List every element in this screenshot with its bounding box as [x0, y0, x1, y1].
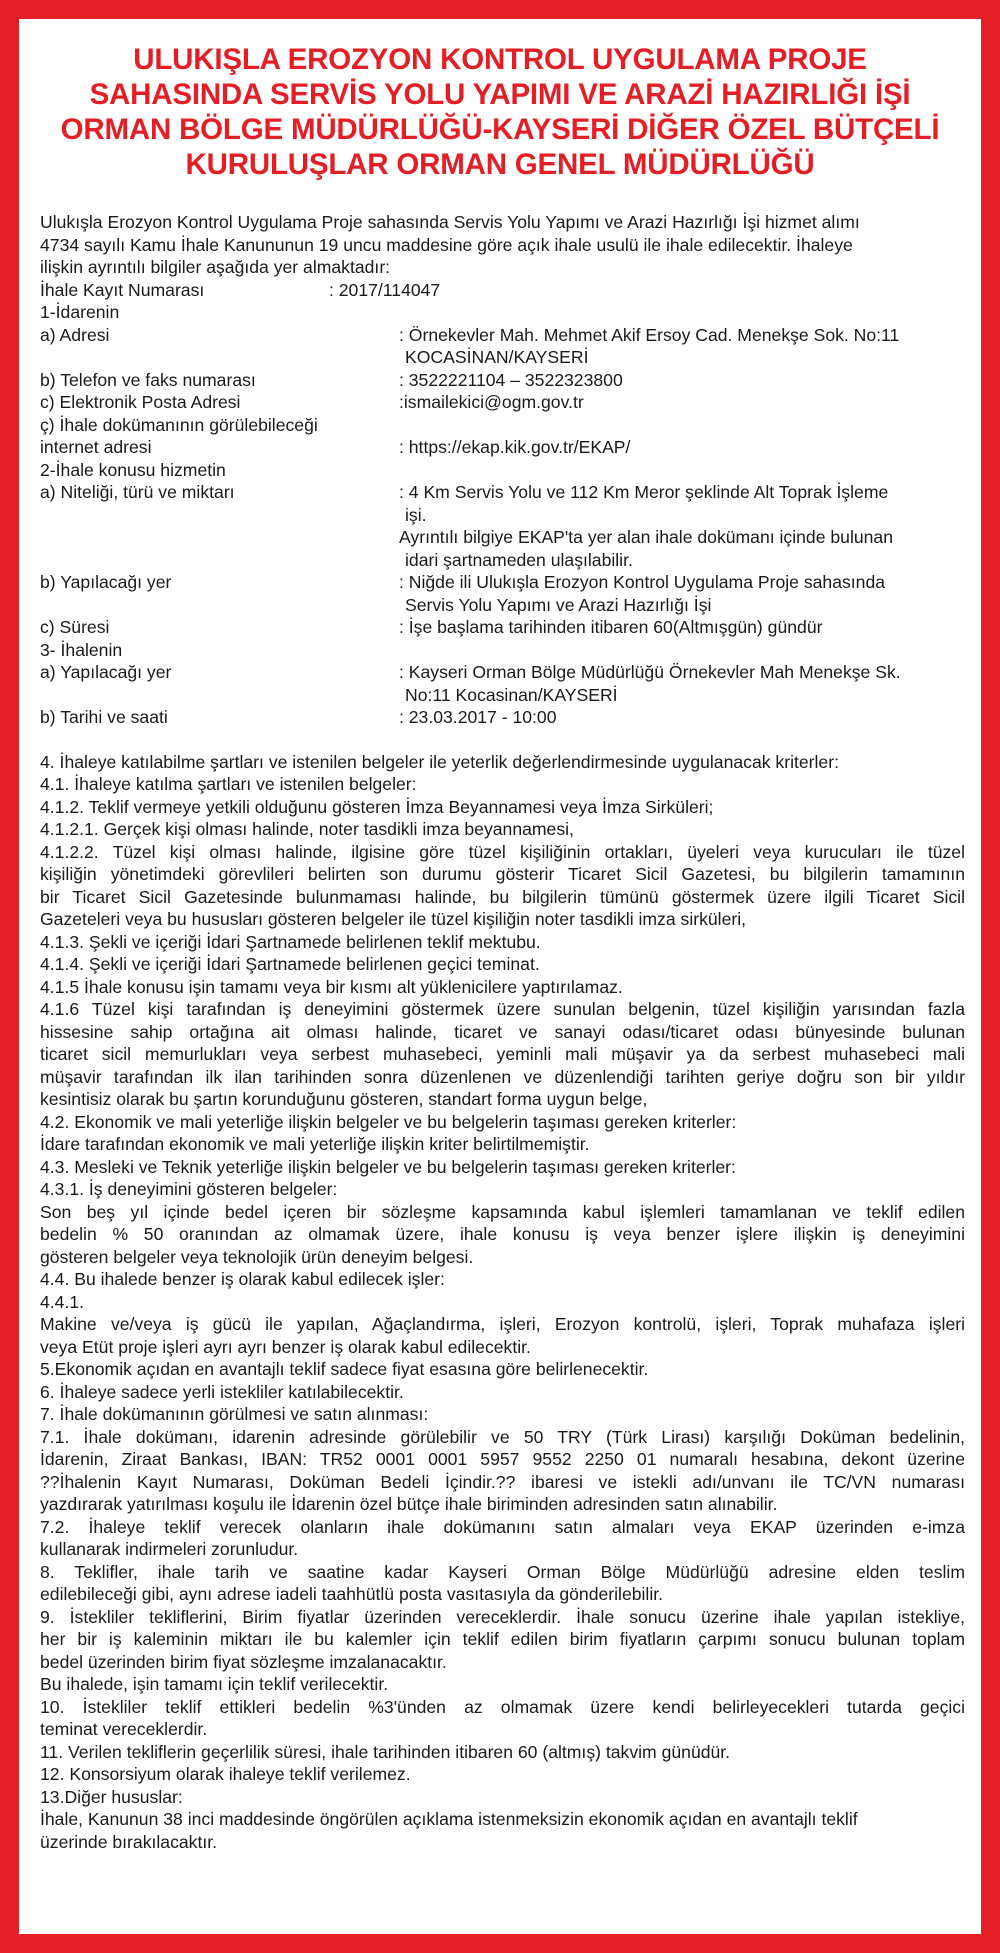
title-line: SAHASINDA SERVİS YOLU YAPIMI VE ARAZİ HAZIRLIĞI İŞİ: [89, 78, 911, 111]
ihale-yer-row-cont: [40, 684, 965, 707]
title-line: ULUKIŞLA EROZYON KONTROL UYGULAMA PROJE: [133, 43, 867, 76]
criteria-line: 4.3.1. İş deneyimini gösteren belgeler:: [40, 1179, 338, 1199]
notice-body: [40, 211, 965, 1853]
eposta-row: [40, 391, 965, 414]
ihale-yer-label: a) Yapılacağı yer: [40, 662, 172, 682]
spacer: [40, 504, 399, 527]
criteria-line: müşavir tarafından ilk ilan tarihinden sonra düzenlenen ve düzenlendiği tarihten geriye doğru son bir yıldır: [40, 1066, 965, 1087]
tarih-label: b) Tarihi ve saati: [40, 707, 168, 727]
spacer: [40, 549, 399, 572]
adres-value-cont: KOCASİNAN/KAYSERİ: [405, 347, 589, 367]
spacer: [40, 526, 399, 549]
criteria-line: ticaret sicil memurlukları veya serbest muhasebeci, yeminli mali müşavir ya da serbest muhasebeci mali: [40, 1044, 965, 1064]
adres-row-cont: [40, 346, 965, 369]
criteria-line: 10. İstekliler teklif ettikleri bedelin %3'ünden az olmamak üzere kendi belirleyecekleri tutarda geçici: [40, 1696, 965, 1717]
criteria-line: 4.4. Bu ihalede benzer iş olarak kabul edilecek işler:: [40, 1269, 445, 1289]
sure-value: : İşe başlama tarihinden itibaren 60(Altmışgün) gündür: [399, 617, 823, 637]
criteria-line: Makine ve/veya iş gücü ile yapılan, Ağaçlandırma, işleri, Erozyon kontrolü, işleri, Toprak muhafaza işleri: [40, 1314, 965, 1334]
criteria-line: 4. İhaleye katılabilme şartları ve istenilen belgeler ile yeterlik değerlendirmesinde uygulanacak kriterler:: [40, 751, 839, 772]
criteria-line: 4.1.2.1. Gerçek kişi olması halinde, noter tasdikli imza beyannamesi,: [40, 819, 574, 839]
adres-row: [40, 324, 965, 347]
criteria-line: kesintisiz olarak bu şartın korunduğunu gösteren, standart forma uygun belge,: [40, 1089, 648, 1109]
nitelik-row: [40, 481, 965, 504]
criteria-line: 7.2. İhaleye teklif verecek olanların ihale dokümanını satın almaları veya EKAP üzerinden e-imza: [40, 1516, 965, 1537]
criteria-line: 4.1. İhaleye katılma şartları ve istenilen belgeler:: [40, 774, 417, 794]
criteria-line: Bu ihalede, işin tamamı için teklif verilecektir.: [40, 1674, 389, 1694]
yer-value-cont: Servis Yolu Yapımı ve Arazi Hazırlığı İşi: [405, 594, 712, 615]
sure-label: c) Süresi: [40, 617, 110, 637]
notice-title: [24, 42, 976, 182]
criteria-line: bedel üzerinden birim fiyat sözleşme imzalanacaktır.: [40, 1651, 447, 1672]
nitelik-row-cont: [40, 526, 965, 549]
eposta-value: :ismailekici@ogm.gov.tr: [399, 392, 584, 412]
yer-value: : Niğde ili Ulukışla Erozyon Kontrol Uygulama Proje sahasında: [399, 572, 886, 592]
criteria-line: 4.1.2.2. Tüzel kişi olması halinde, ilgisine göre tüzel kişiliğinin ortakları, üyeleri veya kurucuları ile tüzel: [40, 841, 965, 862]
criteria-line: yazdırarak yatırılması koşulu ile İdarenin özel bütçe ihale biriminden adresinden satın alınabilir.: [40, 1494, 778, 1514]
intro-line: ilişkin ayrıntılı bilgiler aşağıda yer almaktadır:: [40, 257, 391, 277]
criteria-line: edilebileceği gibi, aynı adrese iadeli taahhütlü posta vasıtasıyla da gönderilebilir.: [40, 1584, 664, 1604]
nitelik-row-cont: [40, 549, 965, 572]
adres-value: : Örnekevler Mah. Mehmet Akif Ersoy Cad. Menekşe Sok. No:11: [399, 324, 900, 345]
criteria-line: İdarenin, Ziraat Bankası, IBAN: TR52 0001 0001 5957 9552 2250 01 numaralı hesabına, dekont üzerine: [40, 1449, 965, 1469]
criteria-line: kullanarak indirmeleri zorunludur.: [40, 1539, 299, 1559]
criteria-line: 7. İhale dokümanının görülmesi ve satın alınması:: [40, 1404, 429, 1424]
criteria-line: İdare tarafından ekonomik ve mali yeterliğe ilişkin kriter belirtilmemiştir.: [40, 1134, 590, 1154]
dokuman-label: ç) İhale dokümanının görülebileceği: [40, 414, 318, 435]
nitelik-value-cont: Ayrıntılı bilgiye EKAP'ta yer alan ihale dokümanı içinde bulunan: [399, 527, 893, 547]
criteria-line: 6. İhaleye sadece yerli istekliler katılabilecektir.: [40, 1381, 404, 1402]
criteria-line: 12. Konsorsiyum olarak ihaleye teklif verilemez.: [40, 1764, 411, 1784]
nitelik-row-cont: [40, 504, 965, 527]
criteria-line: 11. Verilen tekliflerin geçerlilik süresi, ihale tarihinden itibaren 60 (altmış) takvim günüdür.: [40, 1741, 731, 1762]
ihale-yer-row: [40, 661, 965, 684]
nitelik-value-cont: işi.: [405, 504, 427, 525]
criteria-line: 13.Diğer hususlar:: [40, 1786, 183, 1807]
spacer: [40, 594, 399, 617]
criteria-line: İhale, Kanunun 38 inci maddesinde öngörülen açıklama istenmeksizin ekonomik açıdan en avantajlı teklif: [40, 1809, 858, 1829]
criteria-line: 4.4.1.: [40, 1291, 85, 1312]
tarih-row: [40, 706, 965, 729]
criteria-line: Gazeteleri veya bu hususları gösteren belgeler ile tüzel kişiliğin noter tasdikli imza sirküleri,: [40, 909, 747, 929]
criteria-line: 4.1.4. Şekli ve içeriği İdari Şartnamede belirlenen geçici teminat.: [40, 954, 540, 974]
yer-label: b) Yapılacağı yer: [40, 572, 172, 592]
sure-row: [40, 616, 965, 639]
telefon-value: : 3522221104 – 3522323800: [399, 369, 623, 390]
section-gap: [40, 729, 965, 751]
internet-label: internet adresi: [40, 437, 152, 457]
criteria-line: her bir iş kaleminin miktarı ile bu kalemler için teklif edilen birim fiyatların çarpımı sonucu bulunan toplam: [40, 1629, 965, 1649]
criteria-line: 4.3. Mesleki ve Teknik yeterliğe ilişkin belgeler ve bu belgelerin taşıması gereken kriterler:: [40, 1156, 736, 1177]
criteria-line: Son beş yıl içinde bedel içeren bir sözleşme kapsamında kabul işlemleri tamamlanan ve teklif edilen: [40, 1201, 965, 1222]
criteria-line: gösteren belgeler veya teknolojik ürün deneyim belgesi.: [40, 1246, 474, 1267]
criteria-line: 5.Ekonomik açıdan en avantajlı teklif sadece fiyat esasına göre belirlenecektir.: [40, 1359, 649, 1379]
criteria-line: 4.2. Ekonomik ve mali yeterliğe ilişkin belgeler ve bu belgelerin taşıması gereken kriterler:: [40, 1111, 737, 1132]
title-line: KURULUŞLAR ORMAN GENEL MÜDÜRLÜĞÜ: [185, 148, 815, 181]
criteria-line: 8. Teklifler, ihale tarih ve saatine kadar Kayseri Orman Bölge Müdürlüğü adresine elden teslim: [40, 1561, 965, 1582]
ihale-yer-value: : Kayseri Orman Bölge Müdürlüğü Örnekevler Mah Menekşe Sk.: [399, 662, 901, 682]
criteria-line: 7.1. İhale dokümanı, idarenin adresinde görülebilir ve 50 TRY (Türk Lirası) karşılığı Doküman bedelinin,: [40, 1426, 965, 1447]
intro-paragraph: [40, 211, 965, 279]
kayit-label: İhale Kayıt Numarası: [40, 279, 205, 300]
telefon-label: b) Telefon ve faks numarası: [40, 369, 256, 390]
spacer: [40, 346, 399, 369]
tarih-value: : 23.03.2017 - 10:00: [399, 707, 557, 727]
criteria-line: hissesine sahip ortağına ait olması halinde, ticaret ve sanayi odası/ticaret odası bünyesinde bulunan: [40, 1021, 965, 1042]
criteria-line: 4.1.3. Şekli ve içeriği İdari Şartnamede belirlenen teklif mektubu.: [40, 931, 541, 952]
nitelik-value-cont: idari şartnameden ulaşılabilir.: [405, 549, 633, 570]
kayit-value: : 2017/114047: [329, 279, 441, 300]
criteria-line: bedelin % 50 oranından az olmamak üzere, ihale konusu iş veya benzer işlere ilişkin iş deneyimini: [40, 1224, 965, 1244]
spacer: [40, 684, 399, 707]
section-heading: 3- İhalenin: [40, 639, 123, 660]
nitelik-label: a) Niteliği, türü ve miktarı: [40, 482, 235, 502]
telefon-row: [40, 369, 965, 392]
internet-row: [40, 436, 965, 459]
yer-row: [40, 571, 965, 594]
criteria-line: 4.1.5 İhale konusu işin tamamı veya bir kısmı alt yüklenicilere yaptırılamaz.: [40, 976, 623, 997]
ihale-yer-value-cont: No:11 Kocasinan/KAYSERİ: [405, 684, 618, 705]
adres-label: a) Adresi: [40, 324, 110, 345]
criteria-line: kişiliğin yönetimdeki görevlileri belirten son durumu gösterir Ticaret Sicil Gazetesi, bu bilgilerin tamamının: [40, 864, 965, 884]
criteria-line: teminat vereceklerdir.: [40, 1719, 208, 1739]
internet-value: : https://ekap.kik.gov.tr/EKAP/: [399, 437, 631, 457]
criteria-line: veya Etüt proje işleri ayrı ayrı benzer iş olarak kabul edilecektir.: [40, 1336, 531, 1357]
section-heading: 2-İhale konusu hizmetin: [40, 459, 226, 480]
nitelik-value: : 4 Km Servis Yolu ve 112 Km Meror şeklinde Alt Toprak İşleme: [399, 482, 889, 502]
criteria-line: 4.1.2. Teklif vermeye yetkili olduğunu gösteren İmza Beyannamesi veya İmza Sirküleri;: [40, 796, 714, 817]
intro-line: Ulukışla Erozyon Kontrol Uygulama Proje sahasında Servis Yolu Yapımı ve Arazi Hazırlığı İşi hizmet alımı: [40, 212, 860, 232]
criteria-line: üzerinde bırakılacaktır.: [40, 1831, 218, 1852]
criteria-line: ??İhalenin Kayıt Numarası, Doküman Bedeli İçindir.?? ibaresi ve istekli adı/unvanı ile TC/VN numarası: [40, 1471, 965, 1492]
kayit-row: [40, 279, 965, 302]
criteria-line: 4.1.6 Tüzel kişi tarafından iş deneyimini göstermek üzere sunulan belgenin, tüzel kişiliğin yarısından fazla: [40, 999, 965, 1019]
yer-row-cont: [40, 594, 965, 617]
title-line: ORMAN BÖLGE MÜDÜRLÜĞÜ-KAYSERİ DİĞER ÖZEL BÜTÇELİ: [60, 113, 940, 146]
criteria-line: 9. İstekliler tekliflerini, Birim fiyatlar üzerinden vereceklerdir. İhale sonucu üzerine ihale yapılan istekliye,: [40, 1606, 965, 1627]
section-heading: 1-İdarenin: [40, 302, 120, 322]
criteria-section: [40, 751, 965, 1854]
intro-line: 4734 sayılı Kamu İhale Kanununun 19 uncu maddesine göre açık ihale usulü ile ihale edilecektir. İhaleye: [40, 234, 853, 255]
criteria-line: bir Ticaret Sicil Gazetesinde bulunmaması halinde, bu bilgilerin tümünü göstermek üzere ilgili Ticaret Sicil: [40, 886, 965, 907]
eposta-label: c) Elektronik Posta Adresi: [40, 392, 241, 412]
